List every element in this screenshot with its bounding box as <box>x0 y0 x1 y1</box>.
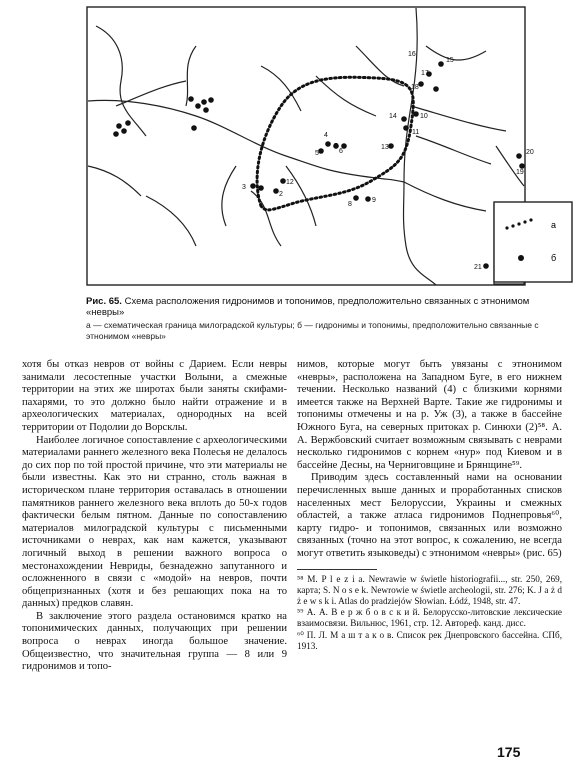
map-label-19: 19 <box>516 169 524 176</box>
footnote-60: ⁶⁰ П. Л. М а ш т а к о в. Список рек Днепровского бассейна. СПб, 1913. <box>297 629 562 651</box>
left-paragraph-2: Наиболее логичное сопоставление с археологическими материалами раннего железного века Полесья не делалось до сих пор по той простой причине, что эти материалы не были известны. Как это ни странно, столь важная в историческом плане территория оставалась в отношении памятников раннего железного века вплоть до 50-х годов фактически белым пятном. Данные по сопоставлению материалов милоградской культуры с письменными источниками о неврах, как нам кажется, указывают логичный выход в решении важного вопроса о местонахождении Невриды, безнадежно запутанного и осложненного в связи с «модой» на невров, почти общепризнанных (хотя и без решающих пока на то данных) предков славян. <box>22 434 287 610</box>
map-label-20: 20 <box>526 149 534 156</box>
map-label-4: 4 <box>324 132 328 139</box>
map-label-5: 5 <box>315 150 319 157</box>
map-label-21: 21 <box>474 264 482 271</box>
footnote-rule <box>297 569 377 570</box>
map-label-9: 9 <box>372 197 376 204</box>
map-figure <box>86 6 534 286</box>
map-label-6: 6 <box>339 148 343 155</box>
legend-a-label: а <box>551 220 557 230</box>
map-label-15: 15 <box>446 57 454 64</box>
right-paragraph-2: Приводим здесь составленный нами на основании перечисленных выше данных и проработанных списков населенных мест Белоруссии, Украины и смежных областей, а также атласа гидронимов Поднепровья⁶⁰, карту гидро- и топонимов, связанных или возможно связанных (точно на этот вопрос, к сожалению, не всегда могут ответить языковеды) с этнонимом «невры» (рис. 65) <box>297 472 562 559</box>
legend-b-label: б <box>551 253 557 263</box>
footnote-58: ⁵⁸ M. P l e z i a. Newrawie w świetle historiografii..., str. 250, 269, карта; S. N o s e k. Newrowie w świetle archeologii, str. 276; K. J a ż d ż e w s k i. Atlas do pradziejów Słowian. Łódź, 1948, str. 47. <box>297 573 562 606</box>
figure-caption <box>86 296 546 318</box>
map-label-13: 13 <box>381 144 389 151</box>
map-label-11: 11 <box>412 129 420 136</box>
map-label-8: 8 <box>348 201 352 208</box>
left-paragraph-3: В заключение этого раздела остановимся кратко на топонимических данных, получающих при решении вопроса о неврах иногда большое значение. Общеизвестно, что значительная группа — 8 или 9 гидронимов и топо- <box>22 610 287 673</box>
figure-caption-legend: а — схематическая граница милоградской культуры; б — гидронимы и топонимы, предположительно связанные с этнонимом «невры» <box>86 320 539 341</box>
page-number: 175 <box>497 744 521 760</box>
left-paragraph-1: хотя бы отказ невров от войны с Дарием. Если невры занимали лесостепные участки Волыни, а смежные территории на этих же широтах были заняты скифами-пахарями, то это должно было найти отражение и в археологических материалах, однородных на всей территории от Подолии до Ворсклы. <box>22 359 287 433</box>
map-label-18: 18 <box>411 84 419 91</box>
map-label-14: 14 <box>389 113 397 120</box>
left-column <box>22 359 287 674</box>
map-label-10: 10 <box>420 113 428 120</box>
map-label-7: 7 <box>334 143 338 150</box>
figure-caption-title: Рис. 65. <box>86 296 122 307</box>
map-label-12: 12 <box>286 179 294 186</box>
right-paragraph-1: нимов, которые могут быть увязаны с этнонимом «невры», расположена на Западном Буге, в его нижнем течении. Несколько названий (4) с близкими корнями имеется также на Верхней Варте. Такие же гидронимы и топонимы отмечены и на р. Уж (3), а также в бассейне Южного Буга, на северных притоках р. Синюхи (2)⁵⁸. А. А. Вержбовский считает возможным связывать с неврами несколько гидронимов с корнем «нур» под Киевом и в бассейне Десны, на Черниговщине и Брянщине⁵⁹. <box>297 359 562 471</box>
right-column <box>297 359 562 652</box>
map-label-2: 2 <box>279 191 283 198</box>
map-label-17: 17 <box>421 70 429 77</box>
legend-box <box>493 201 573 283</box>
map-label-16: 16 <box>408 51 416 58</box>
map-label-3: 3 <box>242 184 246 191</box>
footnote-59: ⁵⁹ А. А. В е р ж б о в с к и й. Белорусско-литовские лексические взаимосвязи. Вильнюс, 1961, стр. 12. Автореф. канд. дисс. <box>297 607 562 629</box>
figure-caption-main: Схема расположения гидронимов и топонимов, предположительно связанных с этнонимом «невры» <box>86 296 530 318</box>
map-label-1: 1 <box>256 193 260 200</box>
